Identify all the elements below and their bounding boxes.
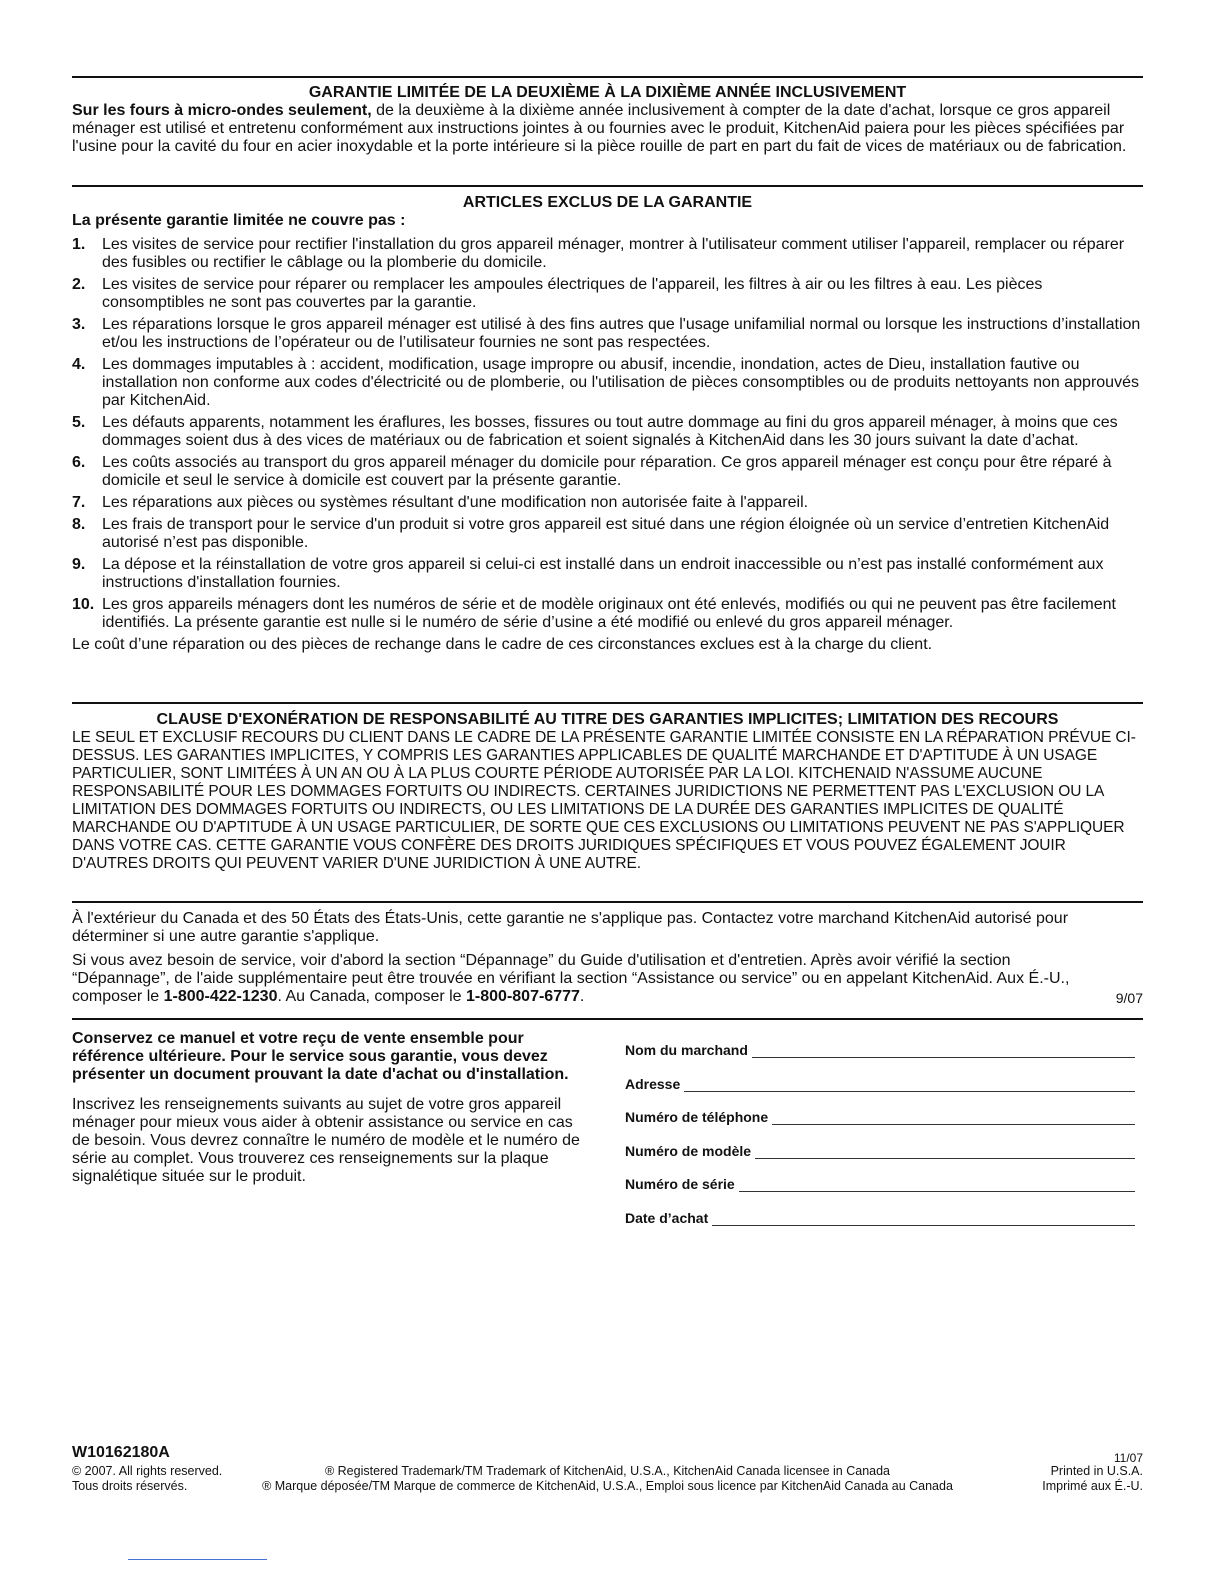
list-item: 7. Les réparations aux pièces ou systèmes résultant d'une modification non autorisée faite à l'appareil. bbox=[72, 494, 809, 511]
list-item: 1. Les visites de service pour rectifier l'installation du gros appareil ménager, montrer à l'utilisateur comment utiliser l'appareil, remplacer ou réparer des fusibles ou rectifier le câblage ou la plomberie du domicile. bbox=[72, 236, 1125, 271]
exclusions-intro: La présente garantie limitée ne couvre pas : bbox=[72, 212, 406, 229]
section-heading: GARANTIE LIMITÉE DE LA DEUXIÈME À LA DIXIÈME ANNÉE INCLUSIVEMENT bbox=[308, 84, 907, 101]
dealer-name-field[interactable]: Nom du marchand bbox=[625, 1038, 1135, 1058]
service-text: Si vous avez besoin de service, voir d'abord la section “Dépannage” du Guide d'utilisation et d'entretien. Après avoir vérifié la section “Dépannage”, de l'aide supplémentaire peut être trouvée en vérifiant la section “Assistance ou service” ou en appelant KitchenAid. Aux É.-U., composer le 1-800-422-1230. Au Canada, composer le 1-800-807-6777. bbox=[72, 952, 1070, 1005]
list-item: 3. Les réparations lorsque le gros appareil ménager est utilisé à des fins autres que l'usage unifamilial normal ou lorsque les instructions d’installation et/ou les instructions de l’opérateur ou de l’utilisateur fournies ne sont pas respectées. bbox=[72, 316, 1141, 351]
section-body bbox=[72, 102, 1143, 156]
address-field[interactable]: Adresse bbox=[625, 1072, 1135, 1092]
top-rule bbox=[72, 76, 1143, 78]
section-rule bbox=[72, 185, 1143, 187]
section-service bbox=[72, 910, 1143, 1006]
keep-manual-text: Inscrivez les renseignements suivants au sujet de votre gros appareil ménager pour mieux vous aider à obtenir assistance ou service en cas de besoin. Vous devrez connaître le numéro de modèle et le numéro de série au complet. Vous trouverez ces renseignements sur la plaque signalétique située sur le produit. bbox=[72, 1096, 580, 1185]
body-text: de la deuxième à la dixième année inclusivement à compter de la date d'achat, lorsque ce gros appareil ménager est utilisé et entretenu conformément aux instructions jointes à ou fournies avec le produit, KitchenAid paiera pour les pièces spécifiées par l'usine pour la cavité du four en acier inoxydable et la porte intérieure si la pièce rouille de part en part du fait de vices de matériaux ou de fabrication. bbox=[72, 102, 1127, 155]
bottom-accent-line bbox=[128, 1559, 267, 1560]
document-number: W10162180A bbox=[72, 1444, 170, 1461]
section-rule bbox=[72, 1018, 1143, 1020]
exclusions-list bbox=[72, 236, 1143, 632]
printed-in: Printed in U.S.A. Imprimé aux É.-U. bbox=[1042, 1464, 1143, 1493]
exclusions-closing: Le coût d’une réparation ou des pièces de rechange dans le cadre de ces circonstances exclues est à la charge du client. bbox=[72, 636, 933, 653]
phone-canada: 1-800-807-6777 bbox=[466, 988, 580, 1005]
section-second-to-tenth-year bbox=[72, 84, 1143, 156]
copyright: © 2007. All rights reserved. Tous droits réservés. bbox=[72, 1464, 223, 1493]
purchase-date-field[interactable]: Date d’achat bbox=[625, 1206, 1135, 1226]
footer-date: 11/07 bbox=[1113, 1451, 1143, 1465]
keep-manual-bold: Conservez ce manuel et votre reçu de vente ensemble pour référence ultérieure. Pour le service sous garantie, vous devez présenter un document prouvant la date d'achat ou d'installation. bbox=[72, 1030, 569, 1083]
section-rule bbox=[72, 702, 1143, 704]
section-rule bbox=[72, 901, 1143, 903]
section-disclaimer bbox=[72, 711, 1143, 873]
trademark: ® Registered Trademark/TM Trademark of KitchenAid, U.S.A., KitchenAid Canada licensee in Canada ® Marque déposée/TM Marque de commerce de KitchenAid, U.S.A., Emploi sous licence par KitchenAid Canada au Canada bbox=[262, 1464, 953, 1493]
list-item: 6. Les coûts associés au transport du gros appareil ménager du domicile pour réparation. Ce gros appareil ménager est conçu pour être réparé à domicile et seul le service à domicile est couvert par la présente garantie. bbox=[72, 454, 1112, 489]
record-form bbox=[625, 1038, 1135, 1239]
list-item: 5. Les défauts apparents, notamment les éraflures, les bosses, fissures ou tout autre dommage au fini du gros appareil ménager, à moins que ces dommages soient dus à des vices de matériaux ou de fabrication et soient signalés à KitchenAid dans les 30 jours suivant la date d’achat. bbox=[72, 414, 1118, 449]
disclaimer-body: LE SEUL ET EXCLUSIF RECOURS DU CLIENT DANS LE CADRE DE LA PRÉSENTE GARANTIE LIMITÉE CONSISTE EN LA RÉPARATION PRÉVUE CI-DESSUS. LES GARANTIES IMPLICITES, Y COMPRIS LES GARANTIES APPLICABLES DE QUALITÉ MARCHANDE ET D'APTITUDE À UN USAGE PARTICULIER, SONT LIMITÉES À UN AN OU À LA PLUS COURTE PÉRIODE AUTORISÉE PAR LA LOI. KITCHENAID N'ASSUME AUCUNE RESPONSABILITÉ POUR LES DOMMAGES FORTUITS OU INDIRECTS. CERTAINES JURIDICTIONS NE PERMETTENT PAS L'EXCLUSION OU LA LIMITATION DES DOMMAGES FORTUITS OU INDIRECTS, OU LES LIMITATIONS DE LA DURÉE DES GARANTIES IMPLICITES DE QUALITÉ MARCHANDE OU D'APTITUDE À UN USAGE PARTICULIER, DE SORTE QUE CES EXCLUSIONS OU LIMITATIONS PEUVENT NE PAS S'APPLIQUER DANS VOTRE CAS. CETTE GARANTIE VOUS CONFÈRE DES DROITS JURIDIQUES SPÉCIFIQUES ET VOUS POUVEZ ÉGALEMENT JOUIR D'AUTRES DROITS QUI PEUVENT VARIER D'UNE JURIDICTION À UNE AUTRE. bbox=[72, 729, 1136, 872]
model-number-field[interactable]: Numéro de modèle bbox=[625, 1139, 1135, 1159]
list-item: 10. Les gros appareils ménagers dont les numéros de série et de modèle originaux ont été enlevés, modifiés ou qui ne peuvent pas être facilement identifiés. La présente garantie est nulle si le numéro de série d’usine a été modifié ou enlevé du gros appareil ménager. bbox=[72, 596, 1116, 631]
phone-field[interactable]: Numéro de téléphone bbox=[625, 1105, 1135, 1125]
list-item: 2. Les visites de service pour réparer ou remplacer les ampoules électriques de l'appareil, les filtres à air ou les filtres à eau. Les pièces consomptibles ne sont pas couvertes par la garantie. bbox=[72, 276, 1043, 311]
list-item: 4. Les dommages imputables à : accident, modification, usage impropre ou abusif, incendie, inondation, actes de Dieu, installation fautive ou installation non conforme aux codes d'électricité ou de plomberie, ou l'utilisation de pièces consomptibles ou de produits nettoyants non approuvés par KitchenAid. bbox=[72, 356, 1139, 409]
list-item: 8. Les frais de transport pour le service d'un produit si votre gros appareil est situé dans une région éloignée où un service d’entretien KitchenAid autorisé n’est pas disponible. bbox=[72, 516, 1110, 551]
section-heading: ARTICLES EXCLUS DE LA GARANTIE bbox=[462, 194, 753, 211]
list-item: 9. La dépose et la réinstallation de votre gros appareil si celui-ci est installé dans un endroit inaccessible ou n’est pas installé conformément aux instructions d'installation fournies. bbox=[72, 556, 1104, 591]
lead-bold: Sur les fours à micro-ondes seulement, bbox=[72, 102, 372, 119]
revision-date: 9/07 bbox=[1115, 990, 1143, 1006]
outside-canada-text: À l'extérieur du Canada et des 50 États des États-Unis, cette garantie ne s'applique pas. Contactez votre marchand KitchenAid autorisé pour déterminer si une autre garantie s'applique. bbox=[72, 910, 1069, 945]
keep-manual-block bbox=[72, 1030, 587, 1186]
section-heading: CLAUSE D'EXONÉRATION DE RESPONSABILITÉ AU TITRE DES GARANTIES IMPLICITES; LIMITATION DES RECOURS bbox=[156, 711, 1059, 728]
section-exclusions bbox=[72, 194, 1143, 654]
phone-us: 1-800-422-1230 bbox=[163, 988, 278, 1005]
serial-number-field[interactable]: Numéro de série bbox=[625, 1172, 1135, 1192]
